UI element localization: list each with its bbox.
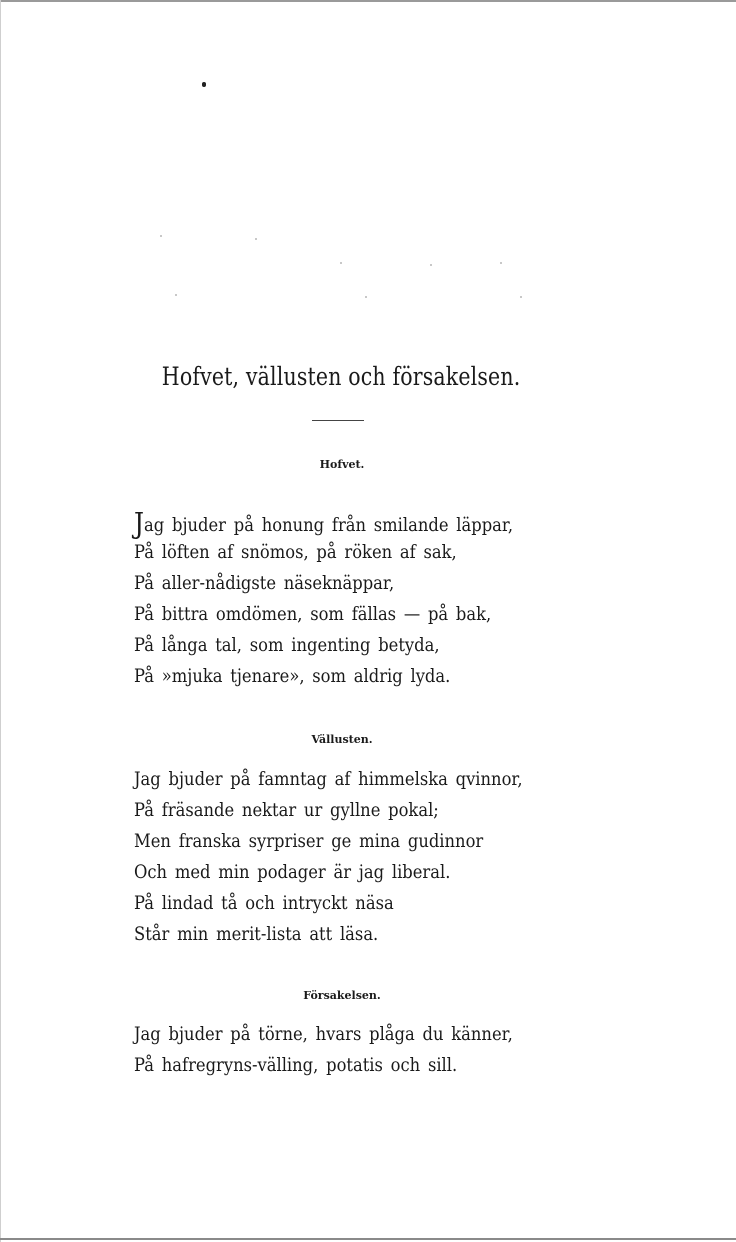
verse-line: Jag bjuder på famntag af himmelska qvinnor, xyxy=(134,768,523,790)
verse-line: På löften af snömos, på röken af sak, xyxy=(134,541,457,563)
verse-line: På långa tal, som ingenting betyda, xyxy=(134,634,440,656)
bleed-through-speck xyxy=(255,238,257,240)
section-heading-vallusten: Vällusten. xyxy=(311,733,373,746)
bleed-through-speck xyxy=(175,294,177,296)
bleed-through-speck xyxy=(365,296,367,298)
verse-line: På bittra omdömen, som fällas — på bak, xyxy=(134,603,492,625)
stanza-vallusten xyxy=(134,764,586,950)
bleed-through-speck xyxy=(500,262,502,264)
stanza-hofvet xyxy=(134,506,575,692)
poem-title: Hofvet, vällusten och försakelsen. xyxy=(161,362,521,391)
verse-line: På lindad tå och intryckt näsa xyxy=(134,892,394,914)
verse-line: På hafregryns-välling, potatis och sill. xyxy=(134,1054,458,1076)
bleed-through-speck xyxy=(430,264,432,266)
verse-line: På fräsande nektar ur gyllne pokal; xyxy=(134,799,439,821)
section-heading-forsakelsen: Försakelsen. xyxy=(303,989,381,1002)
verse-line: Står min merit-lista att läsa. xyxy=(134,923,379,945)
ink-dot xyxy=(202,82,206,87)
verse-line-text: ag bjuder på honung från smilande läppar, xyxy=(144,514,514,536)
bleed-through-speck xyxy=(340,262,342,264)
page-top-edge xyxy=(0,0,736,2)
bleed-through-speck xyxy=(160,235,162,237)
title-divider xyxy=(312,420,364,421)
drop-cap: J xyxy=(134,506,145,540)
verse-line: Jag bjuder på törne, hvars plåga du känner, xyxy=(134,1023,513,1045)
verse-line: Men franska syrpriser ge mina gudinnor xyxy=(134,830,484,852)
stanza-forsakelsen xyxy=(134,1019,575,1081)
page-left-edge xyxy=(0,0,1,1242)
verse-line: På aller-nådigste näseknäppar, xyxy=(134,572,395,594)
section-heading-hofvet: Hofvet. xyxy=(319,458,365,471)
page-bottom-edge xyxy=(0,1238,736,1240)
verse-line: På »mjuka tjenare», som aldrig lyda. xyxy=(134,665,451,687)
verse-line xyxy=(134,506,514,540)
verse-line: Och med min podager är jag liberal. xyxy=(134,861,451,883)
bleed-through-speck xyxy=(520,296,522,298)
